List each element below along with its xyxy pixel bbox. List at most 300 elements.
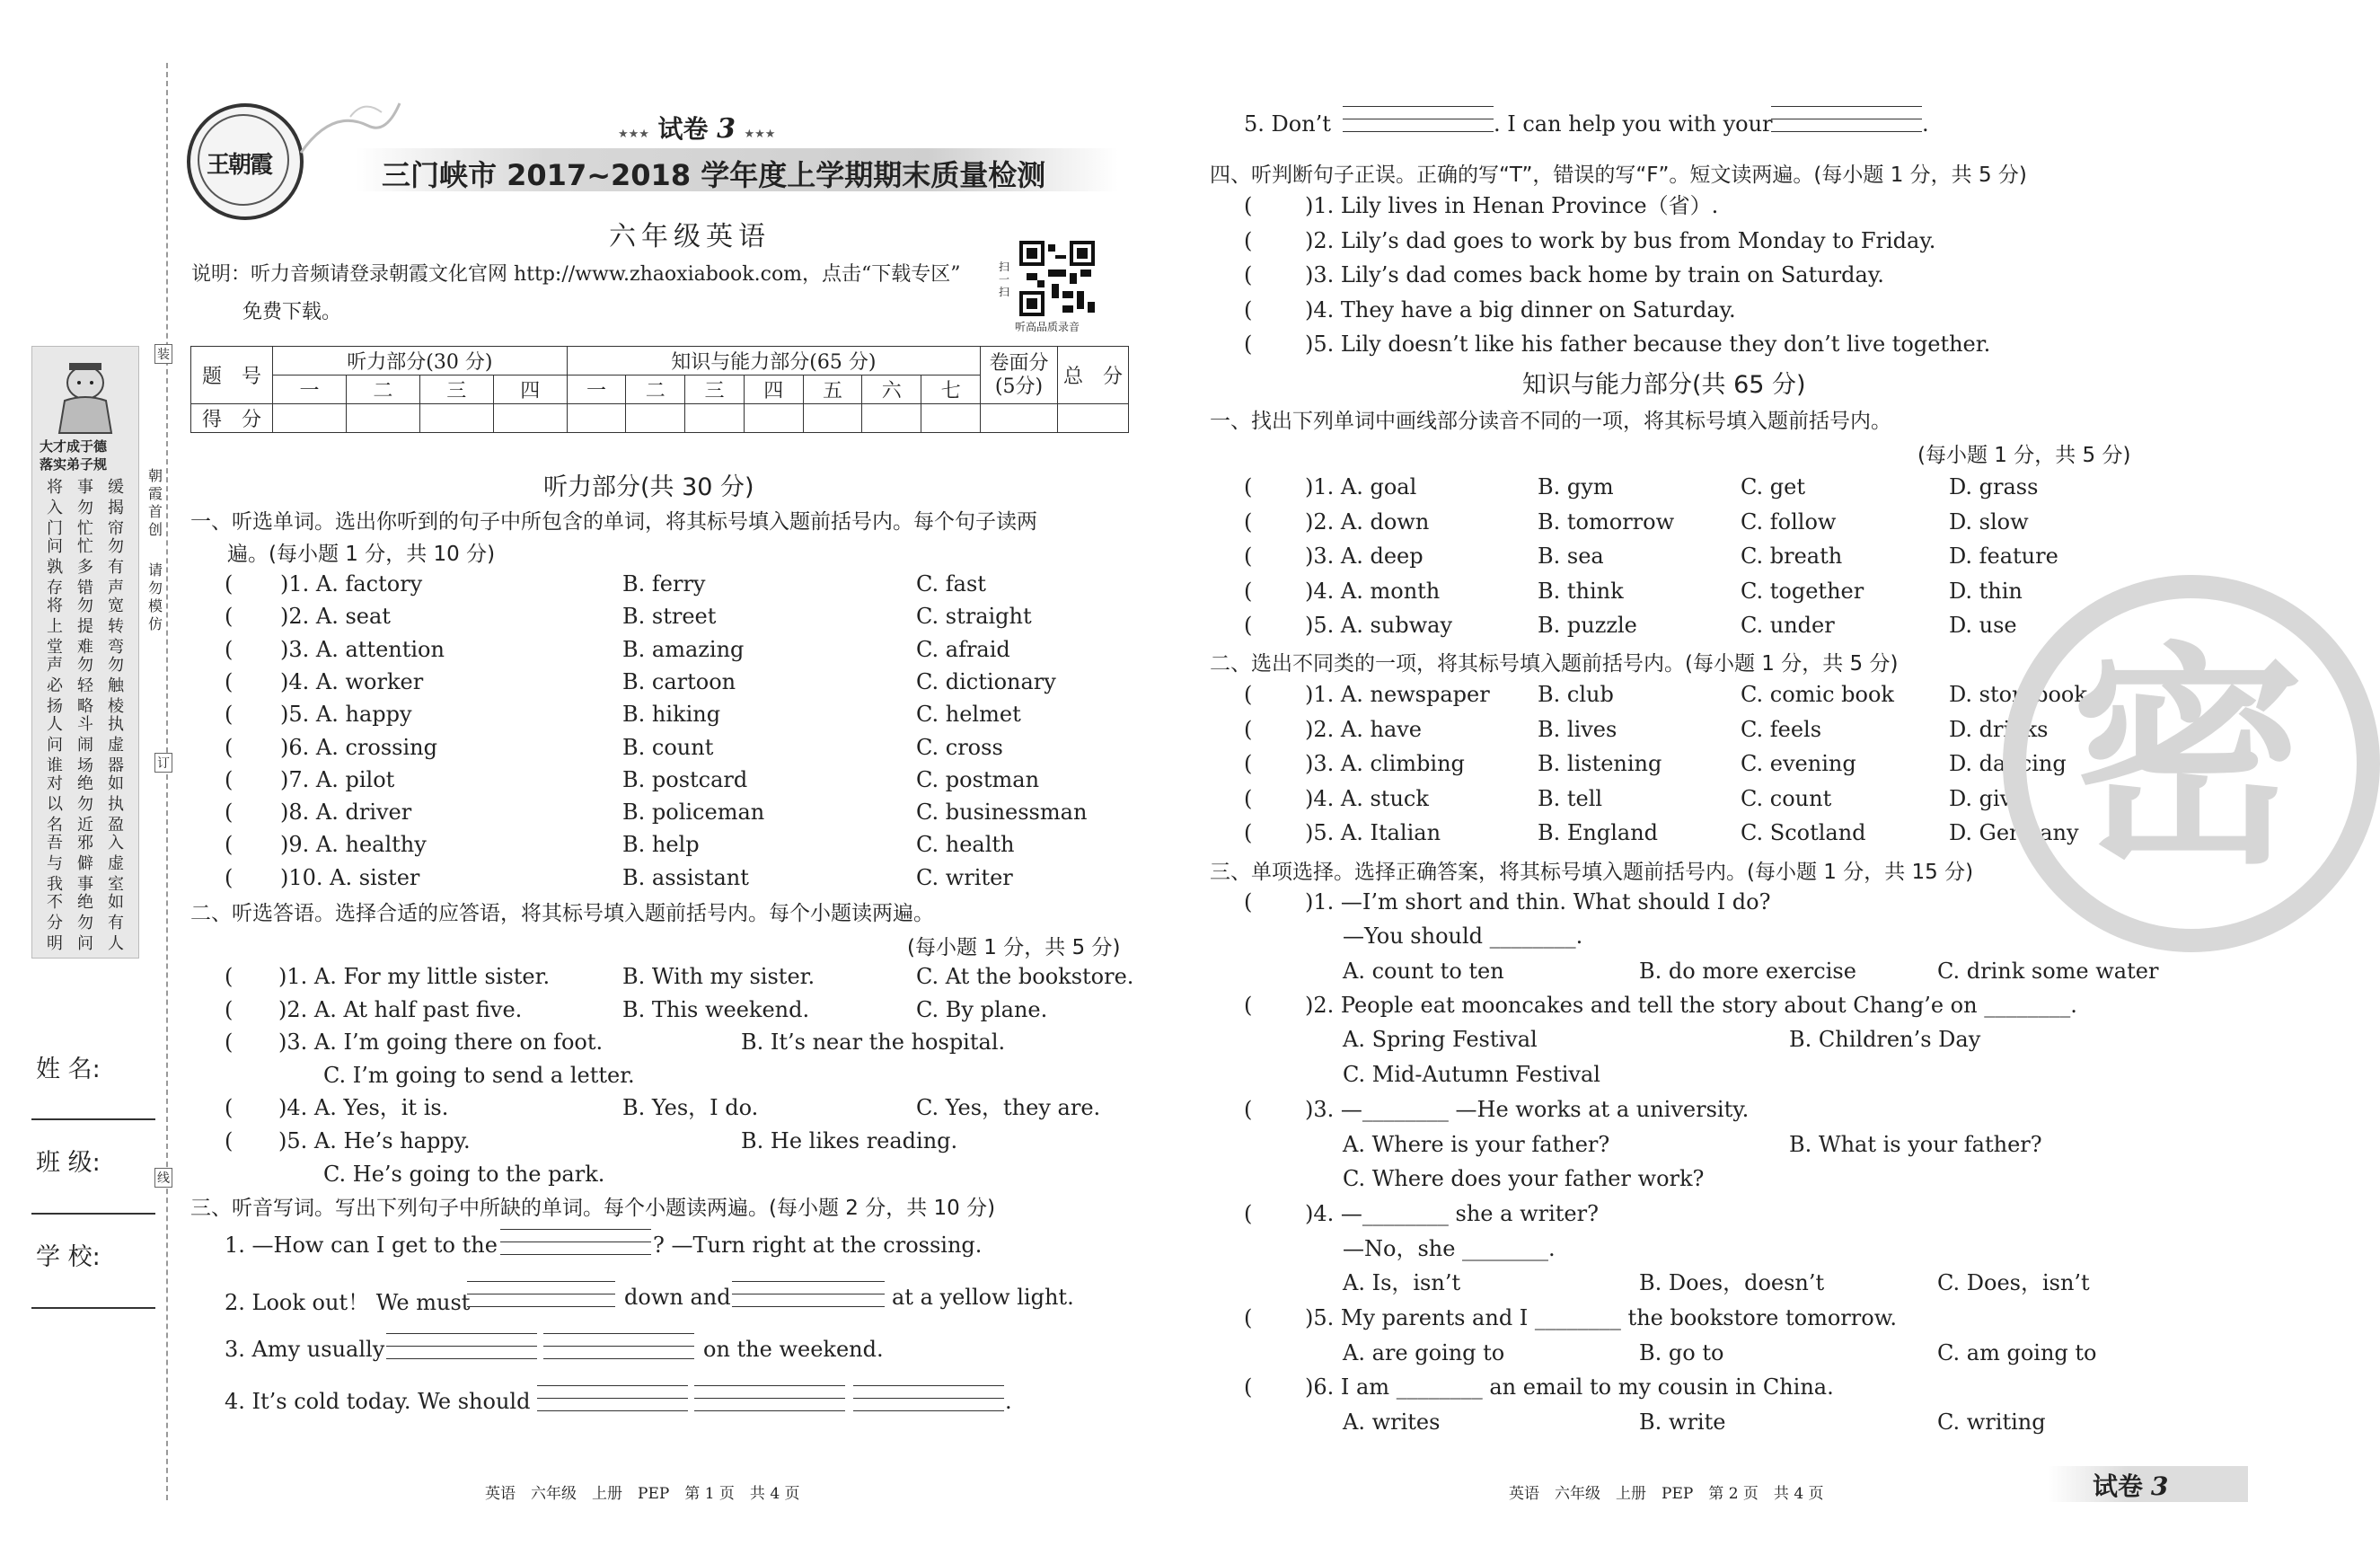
score-cell[interactable]	[685, 404, 745, 433]
secret-watermark	[2003, 575, 2380, 952]
option-a: )6. A. crossing	[280, 734, 437, 760]
col-k7: 七	[921, 376, 981, 404]
statement-text: )2. Lily’s dad goes to work by bus from Monday to Friday.	[1305, 227, 1936, 253]
seal-label-2: 订	[154, 753, 172, 773]
score-cell[interactable]	[862, 404, 921, 433]
s1-question	[225, 862, 1132, 893]
option-c: C. straight	[916, 604, 1032, 630]
sidebar-proverb-panel	[31, 346, 139, 959]
option-b: B. help	[622, 832, 700, 858]
question-text: )2. People eat mooncakes and tell the story about Chang’e on ________.	[1305, 993, 2077, 1018]
option-a: )2. A. down	[1305, 508, 1430, 535]
col-k2: 二	[626, 376, 685, 404]
question-text: )3. —________ —He works at a university.	[1305, 1097, 1750, 1122]
option-b: B. hiking	[622, 702, 721, 728]
answer-bracket[interactable]: (	[1244, 296, 1253, 323]
option-c: C. afraid	[916, 636, 1010, 662]
option-a: )5. A. Italian	[1305, 820, 1441, 845]
paper-label-text: 试卷	[657, 114, 709, 144]
section-1-title: 一、听选单词。选出你听到的句子中所包含的单词，将其标号填入题前括号内。每个句子读两	[190, 510, 1037, 534]
option-a: )3. A. climbing	[1305, 751, 1465, 776]
option-b: B. amazing	[622, 636, 745, 662]
option-c: C. Mid-Autumn Festival	[1343, 1062, 1600, 1087]
knowledge-header: 知识与能力部分(65 分)	[567, 347, 980, 376]
s4-statement	[1244, 260, 2160, 290]
option-c: C. writer	[916, 864, 1013, 890]
proverb-column: 声必扬	[47, 656, 63, 716]
option-a: )5. A. happy	[280, 702, 412, 728]
vertical-note-1: 朝霞首创	[148, 467, 163, 538]
answer-bracket[interactable]: (	[1244, 613, 1253, 638]
s3-q5-blank-1[interactable]	[1343, 102, 1494, 144]
k1-score: (每小题 1 分，共 5 分)	[1917, 444, 2131, 467]
question-text: )4. —________ she a writer?	[1305, 1201, 1599, 1226]
option-b: B. postcard	[622, 766, 748, 792]
seal-label-3: 线	[154, 1168, 172, 1188]
option-b: B. sea	[1538, 543, 1604, 569]
s2-q5	[225, 1126, 1132, 1156]
option-c: C. helmet	[916, 702, 1021, 728]
option-b: B. puzzle	[1538, 613, 1637, 638]
proverb-column: 如有人	[108, 893, 124, 953]
option-b: B. This weekend.	[622, 997, 810, 1022]
s3-q2-blank-1[interactable]	[467, 1277, 615, 1319]
option-a: A. are going to	[1343, 1340, 1505, 1365]
option-c: C. dictionary	[916, 668, 1056, 694]
seal-label-1: 装	[154, 344, 172, 364]
s3-q3-text-a: 3. Amy usually	[225, 1337, 385, 1362]
stars-right: ★★★	[744, 128, 776, 141]
score-cell[interactable]	[744, 404, 803, 433]
option-b: B. cartoon	[622, 668, 736, 694]
option-c: C. cross	[916, 734, 1003, 760]
score-cell[interactable]	[493, 404, 567, 433]
s3-q1-text-b: ? —Turn right at the crossing.	[653, 1233, 983, 1258]
s2-q4	[225, 1092, 1132, 1123]
k1-question	[1244, 472, 2160, 502]
k3-q5-opts	[1343, 1338, 2151, 1368]
s1-question	[225, 699, 1132, 729]
option-c: C. drink some water	[1937, 959, 2159, 984]
qr-side-text: 扫一扫	[999, 261, 1010, 298]
s4-statement	[1244, 190, 2160, 221]
s2-q1	[225, 961, 1132, 992]
option-c: C. health	[916, 832, 1015, 858]
sidebar-proverbs	[32, 477, 138, 953]
proverb-column: 事勿忙	[77, 478, 93, 538]
scholar-figure-icon	[47, 356, 124, 437]
option-a: )4. A. month	[1305, 578, 1441, 604]
s3-q3-blank-2[interactable]	[543, 1330, 694, 1371]
answer-bracket[interactable]: (	[225, 832, 234, 858]
answer-bracket[interactable]: (	[1244, 331, 1253, 357]
class-field[interactable]	[31, 1213, 155, 1215]
k3-q3-opts	[1343, 1129, 2151, 1160]
option-c: C. comic book	[1741, 682, 1894, 707]
option-b: B. tell	[1538, 785, 1603, 811]
proverb-column: 入虚室	[108, 834, 124, 894]
bracket[interactable]: (	[225, 1095, 234, 1120]
col-k4: 四	[744, 376, 803, 404]
s1-question	[225, 829, 1132, 860]
s3-q5-blank-2[interactable]	[1771, 102, 1922, 144]
option-b: B. England	[1538, 820, 1659, 845]
s4-statement	[1244, 225, 2160, 256]
school-label: 学 校:	[36, 1243, 101, 1271]
col-k5: 五	[803, 376, 862, 404]
col-k6: 六	[862, 376, 921, 404]
k3-q6-opts	[1343, 1407, 2151, 1437]
option-b: B. write	[1639, 1409, 1726, 1435]
option-c: C. Scotland	[1741, 820, 1866, 845]
score-cell[interactable]	[273, 404, 347, 433]
option-c: C. follow	[1741, 508, 1837, 535]
s3-q4-blank-3[interactable]	[853, 1382, 1004, 1423]
col-l1: 一	[273, 376, 347, 404]
s2-q2	[225, 994, 1132, 1025]
option-c: C. At the bookstore.	[916, 964, 1134, 989]
name-label: 姓 名:	[36, 1056, 101, 1083]
option-a: )5. A. He’s happy.	[278, 1128, 471, 1153]
proverb-column: 执虚器	[108, 715, 124, 775]
s3-q3-blank-1[interactable]	[386, 1330, 537, 1371]
paper-number: 3	[717, 113, 736, 145]
bracket[interactable]: (	[1244, 1305, 1253, 1330]
answer-bracket[interactable]: (	[225, 766, 234, 792]
proverb-column: 不分明	[47, 893, 63, 953]
option-b: B. do more exercise	[1639, 959, 1856, 984]
s1-question	[225, 732, 1132, 763]
bracket[interactable]: (	[1244, 1374, 1253, 1400]
s3-q5-text-a: 5. Don’t	[1244, 111, 1331, 137]
footer-right: 英语 六年级 上册 PEP 第 2 页 共 4 页	[1509, 1485, 1824, 1503]
score-cell[interactable]	[346, 404, 419, 433]
section-4-title: 四、听判断句子正误。正确的写“T”，错误的写“F”。短文读两遍。(每小题 1 分，共 5 分)	[1210, 163, 2027, 187]
option-c: C. get	[1741, 474, 1805, 499]
option-b: B. count	[622, 734, 714, 760]
option-c: C. Where does your father work?	[1343, 1166, 1705, 1191]
s3-q2-text-c: at a yellow light.	[892, 1285, 1074, 1310]
section-2-title: 二、听选答语。选择合适的应答语，将其标号填入题前括号内。每个小题读两遍。	[190, 902, 934, 925]
s4-statement	[1244, 295, 2160, 325]
audio-note-2: 免费下载。	[242, 301, 342, 323]
proverb-column: 宽转弯	[108, 596, 124, 657]
answer-bracket[interactable]: (	[1244, 820, 1253, 845]
option-a: )4. A. Yes，it is.	[278, 1095, 449, 1120]
s1-question	[225, 667, 1132, 697]
option-a: A. Spring Festival	[1343, 1027, 1538, 1052]
s1-question	[225, 634, 1132, 665]
col-l4: 四	[493, 376, 567, 404]
option-a: )1. A. factory	[280, 571, 423, 596]
option-a: )1. A. For my little sister.	[278, 964, 551, 989]
option-a: )10. A. sister	[280, 864, 420, 890]
option-b: B. It’s near the hospital.	[741, 1029, 1006, 1055]
option-c: C. He’s going to the park.	[323, 1162, 605, 1187]
school-field[interactable]	[31, 1307, 155, 1309]
option-c: C. under	[1741, 613, 1835, 638]
option-a: )2. A. have	[1305, 716, 1423, 742]
answer-bracket[interactable]: (	[225, 800, 234, 826]
option-d: D. slow	[1949, 508, 2029, 535]
option-d: D. feature	[1949, 543, 2058, 569]
answer-bracket[interactable]: (	[1244, 262, 1253, 287]
option-d: D. give	[1949, 785, 2025, 811]
section-1-title-2: 遍。(每小题 1 分，共 10 分)	[227, 543, 496, 566]
option-d: D. dancing	[1949, 751, 2067, 776]
option-c: C. fast	[916, 571, 986, 596]
listening-title: 听力部分(共 30 分)	[543, 473, 754, 501]
proverb-column: 人问谁	[47, 715, 63, 775]
section-3-title: 三、听音写词。写出下列句子中所缺的单词。每个小题读两遍。(每小题 2 分，共 10 分)	[190, 1197, 996, 1220]
col-k3: 三	[685, 376, 745, 404]
score-cell[interactable]	[981, 404, 1058, 433]
bracket[interactable]: (	[1244, 1201, 1253, 1226]
option-c: C. together	[1741, 578, 1864, 604]
option-a: A. writes	[1343, 1409, 1441, 1435]
answer-bracket[interactable]: (	[1244, 474, 1253, 499]
col-l3: 三	[419, 376, 493, 404]
option-a: )3. A. attention	[280, 636, 445, 662]
section-2-score: (每小题 1 分，共 5 分)	[907, 936, 1121, 959]
option-a: )9. A. healthy	[280, 832, 427, 858]
option-a: )2. A. seat	[280, 604, 391, 630]
answer-bracket[interactable]: (	[1244, 227, 1253, 253]
answer-bracket[interactable]: (	[225, 734, 234, 760]
score-cell[interactable]	[626, 404, 685, 433]
s4-statement	[1244, 329, 2160, 359]
k1-question	[1244, 610, 2160, 641]
statement-text: )5. Lily doesn’t like his father because they don’t live together.	[1305, 331, 1991, 357]
option-c: C. evening	[1741, 751, 1856, 776]
k3-q1	[1244, 887, 2160, 917]
answer-bracket[interactable]: (	[225, 702, 234, 728]
option-d: D. storybook	[1949, 682, 2087, 707]
proverb-column: 勿轻略	[77, 656, 93, 716]
sidebar-motto-2: 落实弟子规	[40, 456, 108, 473]
score-cell[interactable]	[1058, 404, 1129, 433]
k1-question	[1244, 576, 2160, 606]
k1-question	[1244, 541, 2160, 571]
answer-bracket[interactable]: (	[225, 668, 234, 694]
vertical-note-2: 请勿模仿	[148, 561, 163, 632]
option-c: C. feels	[1741, 716, 1822, 742]
option-b: B. With my sister.	[622, 964, 815, 989]
option-c: C. writing	[1937, 1409, 2046, 1435]
option-c: C. postman	[916, 766, 1040, 792]
proverb-column: 缓揭帘	[108, 478, 124, 538]
col-k1: 一	[567, 376, 626, 404]
s3-q4-blank-2[interactable]	[694, 1382, 845, 1423]
k1-title: 一、找出下列单词中画线部分读音不同的一项，将其标号填入题前括号内。	[1210, 410, 1891, 433]
score-cell[interactable]	[921, 404, 981, 433]
option-a: )4. A. worker	[280, 668, 424, 694]
paper-label	[618, 110, 775, 146]
k3-q6	[1244, 1372, 2160, 1402]
option-d: D. use	[1949, 613, 2017, 638]
bracket[interactable]: (	[1244, 889, 1253, 915]
option-b: B. think	[1538, 578, 1624, 604]
answer-bracket[interactable]: (	[1244, 682, 1253, 707]
option-b: B. policeman	[622, 800, 765, 826]
s3-q2-blank-2[interactable]	[732, 1277, 885, 1319]
option-b: B. Yes，I do.	[622, 1095, 759, 1120]
option-a: )7. A. pilot	[280, 766, 395, 792]
k3-q4	[1244, 1198, 2160, 1229]
k3-q5	[1244, 1303, 2160, 1333]
answer-bracket[interactable]: (	[225, 604, 234, 630]
option-c: C. am going to	[1937, 1340, 2097, 1365]
score-cell[interactable]	[419, 404, 493, 433]
stars-left: ★★★	[618, 128, 649, 141]
s3-q2-text-a: 2. Look out！ We must	[225, 1290, 471, 1315]
answer-bracket[interactable]: (	[1244, 716, 1253, 742]
score-table-label: 题 号	[191, 347, 273, 404]
audio-note: 说明：听力音频请登录朝霞文化官网 http://www.zhaoxiabook.com，点击“下载专区”	[191, 263, 961, 286]
option-a: A. count to ten	[1343, 959, 1504, 984]
bracket[interactable]: (	[225, 997, 234, 1022]
knowledge-title: 知识与能力部分(共 65 分)	[1522, 371, 1806, 399]
bracket[interactable]: (	[225, 1128, 234, 1153]
k3-title: 三、单项选择。选择正确答案，将其标号填入题前括号内。(每小题 1 分，共 15 分)	[1210, 861, 1974, 884]
question-text: —You should ________.	[1343, 923, 1583, 949]
question-text: )5. My parents and I ________ the bookstore tomorrow.	[1305, 1305, 1898, 1330]
qr-caption: 听高品质录音	[1015, 321, 1080, 333]
answer-bracket[interactable]: (	[225, 636, 234, 662]
s3-q4-blank-1[interactable]	[537, 1382, 688, 1423]
option-a: )1. A. goal	[1305, 474, 1417, 499]
logo	[187, 103, 304, 220]
answer-bracket[interactable]: (	[225, 864, 234, 890]
s1-question	[225, 569, 1132, 599]
option-c: C. By plane.	[916, 997, 1048, 1022]
answer-bracket[interactable]: (	[1244, 193, 1253, 218]
answer-bracket[interactable]: (	[1244, 578, 1253, 604]
option-a: )3. A. I’m going there on foot.	[278, 1029, 604, 1055]
statement-text: )4. They have a big dinner on Saturday.	[1305, 296, 1736, 323]
proverb-column: 忙多错	[77, 537, 93, 597]
option-b: B. tomorrow	[1538, 508, 1675, 535]
neatness-header: 卷面分 (5分)	[981, 347, 1058, 404]
s3-q5-text-b: . I can help you with your	[1494, 111, 1773, 137]
total-header: 总 分	[1058, 347, 1129, 404]
option-a: )2. A. At half past five.	[278, 997, 523, 1022]
s2-q3	[225, 1027, 1132, 1057]
option-d: D. thin	[1949, 578, 2023, 604]
watermark-glyph: 密	[2071, 624, 2305, 896]
answer-bracket[interactable]: (	[1244, 751, 1253, 776]
option-a: )8. A. driver	[280, 800, 412, 826]
question-text: —No，she ________.	[1343, 1236, 1556, 1261]
option-c: C. Does，isn’t	[1937, 1270, 2090, 1295]
proverb-column: 绝勿近	[77, 774, 93, 835]
proverb-column: 邪僻事	[77, 834, 93, 894]
answer-bracket[interactable]: (	[225, 571, 234, 596]
qr-code-icon[interactable]	[1019, 241, 1095, 316]
statement-text: )1. Lily lives in Henan Province（省）.	[1305, 193, 1719, 218]
k2-title: 二、选出不同类的一项，将其标号填入题前括号内。(每小题 1 分，共 5 分)	[1210, 652, 1899, 676]
question-text: )6. I am ________ an email to my cousin in China.	[1305, 1374, 1834, 1400]
option-c: C. businessman	[916, 800, 1088, 826]
option-b: B. Does，doesn’t	[1639, 1270, 1825, 1295]
k3-q2	[1244, 990, 2160, 1021]
k3-q4-opts	[1343, 1268, 2151, 1298]
footer-left: 英语 六年级 上册 PEP 第 1 页 共 4 页	[485, 1485, 800, 1503]
option-a: )5. A. subway	[1305, 613, 1453, 638]
option-b: B. listening	[1538, 751, 1662, 776]
bracket[interactable]: (	[1244, 993, 1253, 1018]
option-a: )3. A. deep	[1305, 543, 1424, 569]
option-b: B. club	[1538, 682, 1614, 707]
k3-q3	[1244, 1094, 2160, 1125]
exam-title: 三门峡市 2017~2018 学年度上学期期末质量检测	[382, 158, 1046, 192]
option-c: C. count	[1741, 785, 1832, 811]
s3-q2-text-b: down and	[624, 1285, 731, 1310]
question-text: )1. —I’m short and thin. What should I do?	[1305, 889, 1771, 915]
proverb-column: 勿有声	[108, 537, 124, 597]
bracket[interactable]: (	[225, 964, 234, 989]
subject-title: 六年级英语	[609, 221, 771, 252]
score-row-label: 得 分	[191, 404, 273, 433]
score-table	[190, 346, 1129, 433]
name-field[interactable]	[31, 1118, 155, 1120]
score-cell[interactable]	[567, 404, 626, 433]
option-c: C. I’m going to send a letter.	[323, 1063, 635, 1088]
s3-q1-blank[interactable]	[500, 1225, 651, 1267]
option-d: D. drinks	[1949, 716, 2049, 742]
proverb-column: 如执盈	[108, 774, 124, 835]
option-b: B. He likes reading.	[741, 1128, 958, 1153]
option-b: B. What is your father?	[1789, 1132, 2042, 1157]
option-c: C. Yes，they are.	[916, 1095, 1101, 1120]
proverb-column: 将入门	[47, 478, 63, 538]
answer-bracket[interactable]: (	[1244, 785, 1253, 811]
option-a: A. Is，isn’t	[1343, 1270, 1461, 1295]
option-b: B. gym	[1538, 474, 1614, 499]
footer-tag-num: 3	[2150, 1471, 2169, 1501]
binding-dashed-line	[166, 63, 168, 1500]
option-d: D. grass	[1949, 474, 2039, 499]
s3-q3-text-b: on the weekend.	[703, 1337, 884, 1362]
option-d: D. Germany	[1949, 820, 2079, 845]
k3-q2-opts	[1343, 1024, 2151, 1055]
s3-q4-text-b: .	[1005, 1389, 1012, 1414]
option-b: B. lives	[1538, 716, 1618, 742]
bracket[interactable]: (	[225, 1029, 234, 1055]
answer-bracket[interactable]: (	[1244, 543, 1253, 569]
option-a: A. Where is your father?	[1343, 1132, 1610, 1157]
class-label: 班 级:	[36, 1149, 101, 1177]
bracket[interactable]: (	[1244, 1097, 1253, 1122]
option-b: B. Children’s Day	[1789, 1027, 1981, 1052]
footer-tag	[2093, 1467, 2168, 1503]
listening-header: 听力部分(30 分)	[273, 347, 568, 376]
col-l2: 二	[346, 376, 419, 404]
proverb-column: 吾与我	[47, 834, 63, 894]
option-b: B. street	[622, 604, 717, 630]
s1-question	[225, 601, 1132, 632]
option-a: )4. A. stuck	[1305, 785, 1429, 811]
score-cell[interactable]	[803, 404, 862, 433]
answer-bracket[interactable]: (	[1244, 508, 1253, 535]
option-b: B. go to	[1639, 1340, 1724, 1365]
proverb-column: 勿触棱	[108, 656, 124, 716]
proverb-column: 问孰存	[47, 537, 63, 597]
option-a: )1. A. newspaper	[1305, 682, 1490, 707]
logo-text: 王朝霞	[207, 152, 272, 179]
s3-q5-text-c: .	[1922, 111, 1929, 137]
option-b: B. ferry	[622, 571, 706, 596]
